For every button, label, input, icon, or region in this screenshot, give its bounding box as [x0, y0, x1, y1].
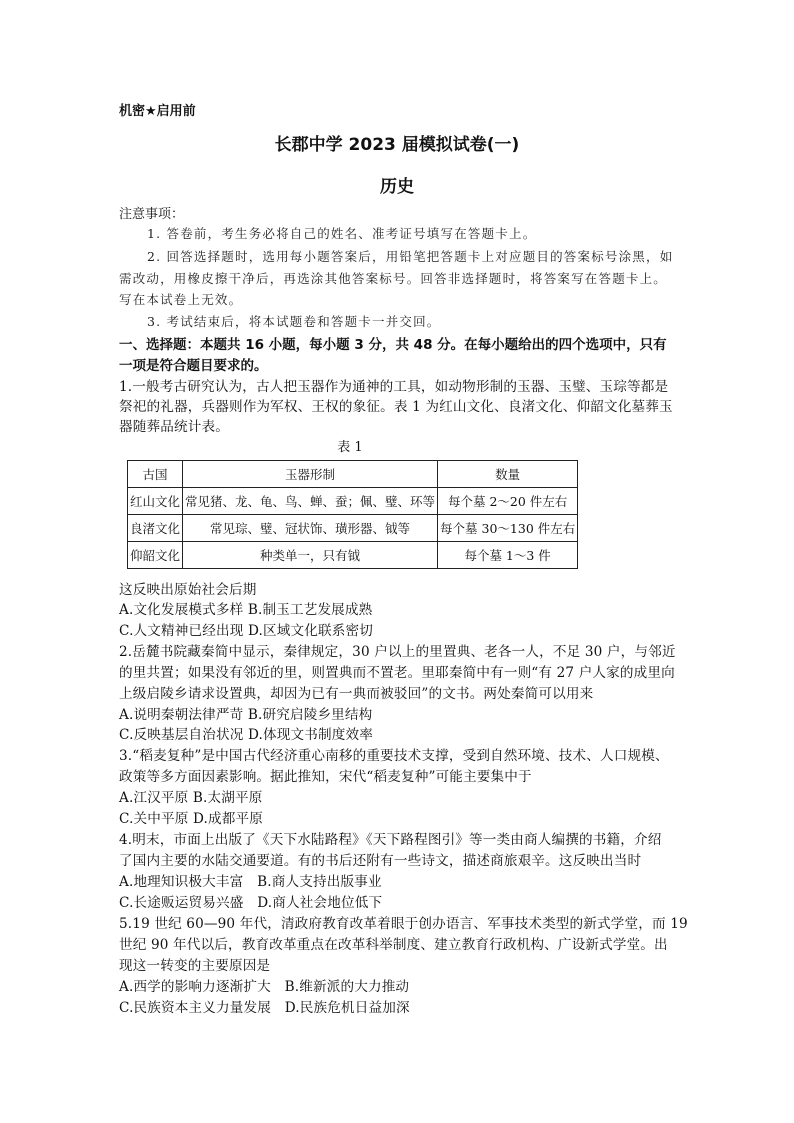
- question-stem: 了国内主要的水陆交通要道。有的书后还附有一些诗文，描述商旅艰辛。这反映出当时: [119, 853, 642, 869]
- notice-line: 2. 回答选择题时，选用每小题答案后，用铅笔把答题卡上对应题目的答案标号涂黑，如: [147, 249, 674, 264]
- table-cell: 每个墓 2～20 件左右: [438, 488, 578, 515]
- table-cell: 红山文化: [128, 488, 183, 515]
- table-caption: 表 1: [337, 440, 363, 455]
- answer-options: C.反映基层自治状况 D.体现文书制度效率: [119, 727, 373, 743]
- answer-options: A.江汉平原 B.太湖平原: [119, 790, 263, 806]
- table-row: [128, 515, 578, 542]
- notice-line: 1. 答卷前，考生务必将自己的姓名、准考证号填写在答题卡上。: [147, 226, 537, 241]
- answer-options: A.文化发展模式多样 B.制玉工艺发展成熟: [119, 602, 373, 618]
- table-cell: 种类单一，只有钺: [183, 542, 438, 569]
- question-stem: 3.“稻麦复种”是中国古代经济重心南移的重要技术支撑，受到自然环境、技术、人口规模、: [119, 748, 669, 764]
- section-heading: 一项是符合题目要求的。: [119, 358, 268, 374]
- question-stem: 的里共置；如果没有邻近的里，则置典而不置老。里耶秦简中有一则“有 27 户人家的成里向: [119, 665, 675, 681]
- table-cell: 仰韶文化: [128, 542, 183, 569]
- answer-options: C.人文精神已经出现 D.区域文化联系密切: [119, 623, 373, 639]
- table-cell: 常见猪、龙、龟、鸟、蝉、蚕；佩、璧、环等: [183, 488, 438, 515]
- question-prompt: 这反映出原始社会后期: [119, 582, 257, 598]
- section-heading: 一、选择题：本题共 16 小题，每小题 3 分，共 48 分。在每小题给出的四个选项中，只有: [119, 337, 667, 353]
- subject-title: 历史: [380, 177, 414, 197]
- table-header-row: [128, 461, 578, 488]
- question-stem: 上级启陵乡请求设置典，却因为已有一典而被驳回”的文书。两处秦简可以用来: [119, 686, 594, 702]
- jade-burial-table: [127, 460, 578, 569]
- table-header-cell: 古国: [128, 461, 183, 488]
- answer-options: C.关中平原 D.成都平原: [119, 811, 263, 827]
- question-stem: 2.岳麓书院藏秦简中显示，秦律规定，30 户以上的里置典、老各一人，不足 30 户，与邻近: [119, 644, 676, 660]
- question-stem: 器随葬品统计表。: [119, 419, 229, 435]
- table-cell: 每个墓 30～130 件左右: [438, 515, 578, 542]
- table-row: [128, 488, 578, 515]
- confidential-mark: 机密★启用前: [119, 104, 196, 119]
- table-row: [128, 542, 578, 569]
- question-stem: 5.19 世纪 60—90 年代，清政府教育改革着眼于创办语言、军事技术类型的新式学堂，而 19: [119, 916, 688, 932]
- answer-options: A.西学的影响力逐渐扩大 B.维新派的大力推动: [119, 979, 410, 995]
- answer-options: A.地理知识极大丰富 B.商人支持出版事业: [119, 874, 382, 890]
- notice-title: 注意事项：: [119, 207, 185, 222]
- question-stem: 1.一般考古研究认为，古人把玉器作为通神的工具，如动物形制的玉器、玉璧、玉琮等都是: [119, 379, 669, 395]
- question-stem: 4.明末，市面上出版了《天下水陆路程》《天下路程图引》等一类由商人编撰的书籍，介绍: [119, 832, 662, 848]
- answer-options: C.长途贩运贸易兴盛 D.商人社会地位低下: [119, 895, 383, 911]
- table-cell: 良渚文化: [128, 515, 183, 542]
- answer-options: A.说明秦朝法律严苛 B.研究启陵乡里结构: [119, 707, 373, 723]
- table-cell: 常见琮、璧、冠状饰、璜形器、钺等: [183, 515, 438, 542]
- question-stem: 现这一转变的主要原因是: [119, 958, 271, 974]
- notice-line: 需改动，用橡皮擦干净后，再选涂其他答案标号。回答非选择题时，将答案写在答题卡上。: [119, 271, 668, 286]
- question-stem: 政策等多方面因素影响。据此推知，宋代“稻麦复种”可能主要集中于: [119, 769, 532, 785]
- answer-options: C.民族资本主义力量发展 D.民族危机日益加深: [119, 1000, 410, 1016]
- table-cell: 每个墓 1～3 件: [438, 542, 578, 569]
- notice-line: 3. 考试结束后，将本试题卷和答题卡一并交回。: [147, 314, 441, 329]
- table-header-cell: 玉器形制: [183, 461, 438, 488]
- question-stem: 祭祀的礼器，兵器则作为军权、王权的象征。表 1 为红山文化、良渚文化、仰韶文化墓葬玉: [119, 399, 673, 415]
- question-stem: 世纪 90 年代以后，教育改革重点在改革科举制度、建立教育行政机构、广设新式学堂。出: [119, 937, 668, 953]
- notice-line: 写在本试卷上无效。: [119, 292, 243, 307]
- table-header-cell: 数量: [438, 461, 578, 488]
- exam-title: 长郡中学 2023 届模拟试卷(一): [274, 135, 520, 155]
